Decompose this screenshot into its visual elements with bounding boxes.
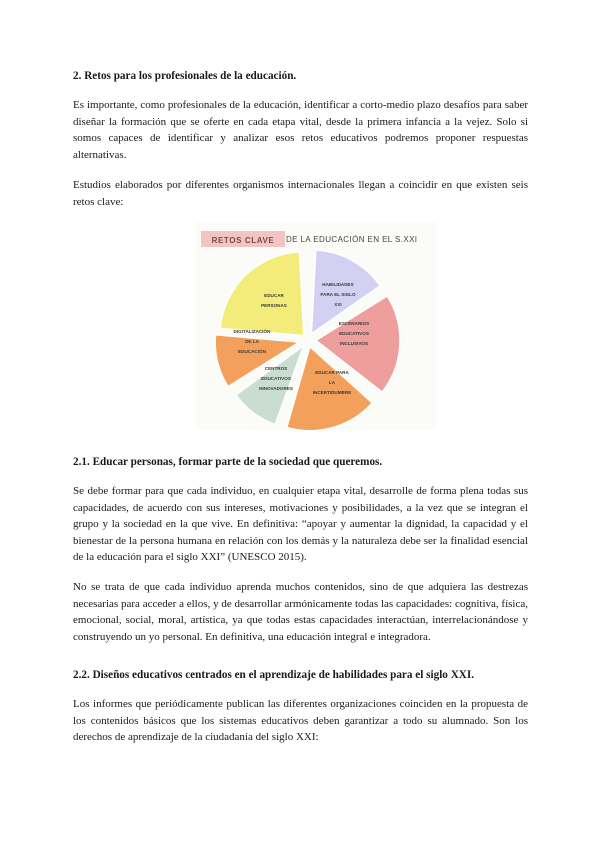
section-2-1-heading: 2.1. Educar personas, formar parte de la sociedad que queremos. bbox=[73, 456, 383, 468]
slice-label: INCLUSIVOS bbox=[339, 341, 369, 346]
slice-label: EDUCACIÓN bbox=[238, 349, 266, 354]
section-2-1-paragraph-1: Se debe formar para que cada individuo, en cualquier etapa vital, desarrolle de forma plena todas sus capacidades, de acuerdo con sus intereses, motivaciones y posibilidades, a la vez que se integran el grupo y la sociedad en la que vive. En definitiva: “apoyar y aumentar la dignidad, la capacidad y el bienestar de la persona humana en relación con los demás y la naturaleza debe ser la finalidad esencial de la educación para el siglo XXI” (UNESCO 2015). bbox=[73, 485, 528, 564]
slice-label: INNOVADORES bbox=[259, 386, 293, 391]
slice-label: PERSONAS bbox=[261, 303, 287, 308]
slice-label: PARA EL SIGLO bbox=[320, 292, 356, 297]
section-2-paragraph-1: Es importante, como profesionales de la educación, identificar a corto-medio plazo desafíos para saber diseñar la formación que se oferte en cada etapa vital, desde la primera infancia a la vejez. Solo si somos capaces de identificar y analizar esos retos educativos podremos proponer respuestas alternativas. bbox=[73, 99, 528, 161]
slice-label: LA bbox=[328, 380, 336, 385]
slice-label: EDUCAR bbox=[264, 293, 284, 298]
slice-label: INCERTIDUMBRE bbox=[312, 390, 352, 395]
section-2-2-paragraph-1: Los informes que periódicamente publican las diferentes organizaciones coinciden en la propuesta de los contenidos básicos que los sistemas educativos deben garantizar a todo su alumnado. Son los derechos de aprendizaje de la ciudadanía del siglo XXI: bbox=[73, 698, 528, 744]
slice-label: EDUCAR PARA bbox=[315, 370, 349, 375]
section-2-heading: 2. Retos para los profesionales de la educación. bbox=[73, 70, 297, 82]
slice-label: DE LA bbox=[245, 339, 259, 344]
slice-label: XXI bbox=[334, 302, 342, 307]
slice-label: EDUCATIVOS bbox=[339, 331, 369, 336]
key-challenges-figure bbox=[196, 222, 436, 430]
slice-label: ESCENARIOS bbox=[338, 321, 370, 326]
slice-label: DIGITALIZACIÓN bbox=[233, 329, 271, 334]
section-2-paragraph-2: Estudios elaborados por diferentes organismos internacionales llegan a coincidir en que existen seis retos clave: bbox=[73, 179, 528, 208]
slice-label: CENTROS bbox=[264, 366, 288, 371]
figure-badge: RETOS CLAVE bbox=[211, 236, 275, 245]
key-challenges-diagram bbox=[196, 222, 436, 430]
figure-title: DE LA EDUCACIÓN EN EL S.XXI bbox=[286, 235, 418, 244]
slice-label: EDUCATIVOS bbox=[261, 376, 291, 381]
section-2-2-heading: 2.2. Diseños educativos centrados en el aprendizaje de habilidades para el siglo XXI. bbox=[73, 669, 475, 681]
section-2-1-paragraph-2: No se trata de que cada individuo aprenda muchos contenidos, sino de que adquiera las destrezas necesarias para acceder a ellos, y de desarrollar armónicamente todas las capacidades: cognitiva, física, emocional, social, moral, artística, ya que todas estas capacidades interactúan, interrelacionándose y construyendo un yo personal. En definitiva, una educación integral e integradora. bbox=[73, 581, 528, 643]
slice-label: HABILIDADES bbox=[322, 282, 354, 287]
